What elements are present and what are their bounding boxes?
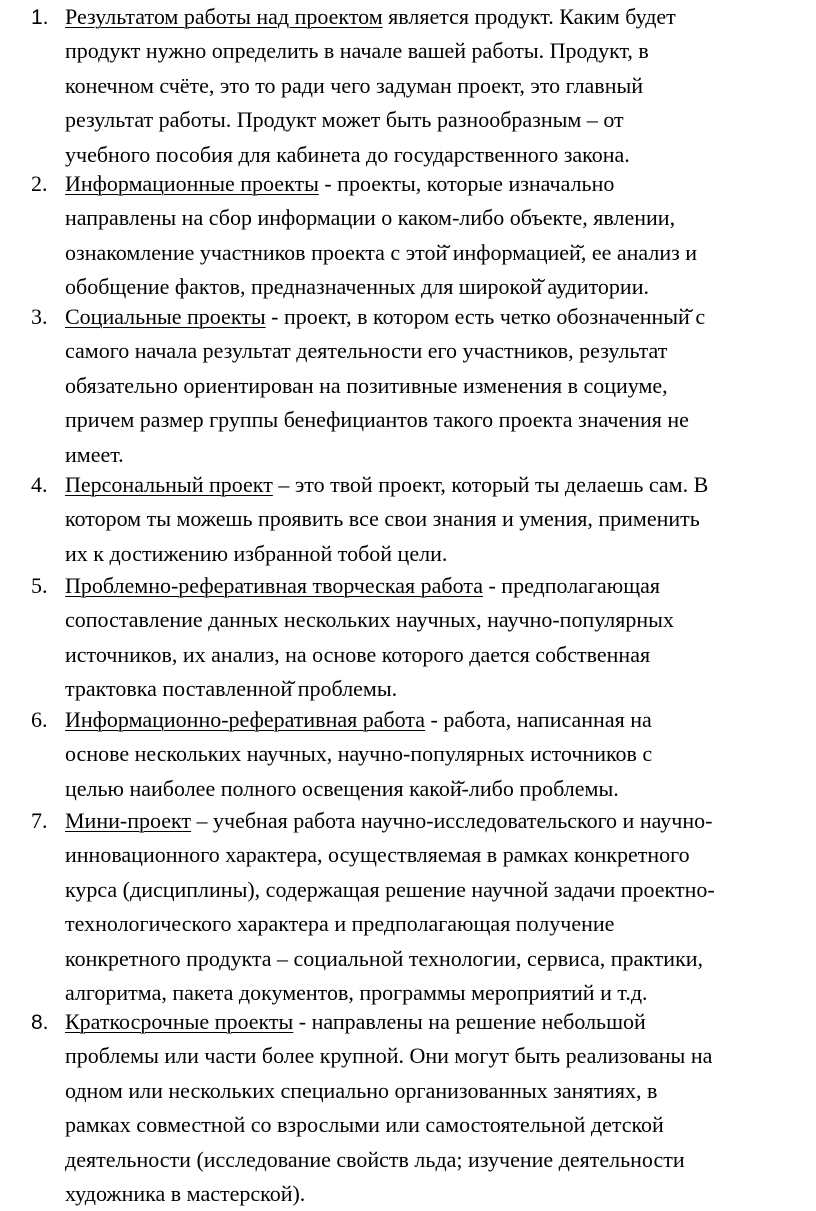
text-line: [65, 468, 816, 502]
text-line: проблемы или части более крупной. Они могут быть реализованы на: [65, 1043, 713, 1069]
item-term: Персональный проект: [65, 472, 273, 497]
text-line: курса (дисциплины), содержащая решение научной задачи проектно-: [65, 876, 715, 902]
item-term: Социальные проекты: [65, 304, 266, 329]
text-line: технологического характера и предполагающая получение: [65, 911, 615, 937]
item-number: 2.: [31, 171, 48, 196]
text-line: рамках совместной со взрослыми или самостоятельной детской: [65, 1112, 664, 1138]
text-line: алгоритма, пакета документов, программы мероприятий и т.д.: [65, 980, 648, 1006]
text-line: [65, 0, 816, 34]
item-text: [65, 804, 816, 1010]
text-line: обязательно ориентирован на позитивные изменения в социуме,: [65, 372, 668, 398]
text-line: [65, 703, 816, 737]
text-line: продукт нужно определить в начале вашей работы. Продукт, в: [65, 38, 649, 64]
item-number: 6.: [31, 707, 48, 732]
text-line: инновационного характера, осуществляемая в рамках конкретного: [65, 842, 690, 868]
item-text-segment: - предполагающая: [482, 573, 661, 598]
text-line: направлены на сбор информации о каком-либо объекте, явлении,: [65, 205, 676, 231]
item-text-segment: – это твой проект, который ты делаешь сам. В: [272, 472, 709, 497]
item-text-segment: – учебная работа научно-исследовательского и научно-: [191, 808, 713, 833]
text-line: имеет.: [65, 441, 124, 467]
item-number: 7.: [31, 808, 48, 833]
text-line: конкретного продукта – социальной технологии, сервиса, практики,: [65, 945, 704, 971]
item-term: Проблемно-реферативная творческая работа: [65, 573, 483, 598]
text-line: [65, 804, 816, 838]
item-number: 1.: [31, 6, 49, 29]
item-text-segment: - проект, в котором есть четко обозначенный̆ с: [265, 304, 706, 329]
item-text: [65, 703, 816, 806]
item-text: [65, 468, 816, 571]
text-line: одном или нескольких специально организованных занятиях, в: [65, 1077, 658, 1103]
text-line: [65, 569, 816, 603]
text-line: художника в мастерской).: [65, 1181, 306, 1207]
text-line: котором ты можешь проявить все свои знания и умения, применить: [65, 506, 700, 532]
item-text: [65, 569, 816, 707]
text-line: конечном счёте, это то ради чего задуман проект, это главный: [65, 72, 644, 98]
item-text-segment: является продукт. Каким будет: [382, 4, 676, 29]
text-line: причем размер группы бенефициантов такого проекта значения не: [65, 407, 689, 433]
item-term: Результатом работы над проектом: [65, 4, 383, 29]
text-line: целью наиболее полного освещения какой̆-либо проблемы.: [65, 775, 619, 801]
item-text: [65, 0, 816, 172]
item-text: [65, 167, 816, 305]
item-number: 3.: [31, 304, 48, 329]
text-line: основе нескольких научных, научно-популярных источников с: [65, 741, 653, 767]
item-text-segment: - направлены на решение небольшой: [293, 1009, 646, 1034]
item-text: [65, 1005, 816, 1211]
text-line: [65, 1005, 816, 1039]
text-line: источников, их анализ, на основе которого дается собственная: [65, 641, 651, 667]
item-number: 5.: [31, 573, 48, 598]
text-line: деятельности (исследование свойств льда; изучение деятельности: [65, 1146, 685, 1172]
text-line: [65, 300, 816, 334]
item-term: Краткосрочные проекты: [65, 1009, 294, 1034]
text-line: сопоставление данных нескольких научных, научно-популярных: [65, 607, 674, 633]
item-number: 4.: [31, 472, 48, 497]
item-number: 8.: [31, 1011, 49, 1034]
item-text: [65, 300, 816, 472]
item-text-segment: - проекты, которые изначально: [318, 171, 615, 196]
text-line: результат работы. Продукт может быть разнообразным – от: [65, 107, 624, 133]
text-line: трактовка поставленной̆ проблемы.: [65, 676, 398, 702]
item-term: Мини-проект: [65, 808, 192, 833]
text-line: ознакомление участников проекта с этой̆ информацией̆, ее анализ и: [65, 239, 698, 265]
text-line: их к достижению избранной тобой цели.: [65, 540, 448, 566]
text-line: [65, 167, 816, 201]
item-term: Информационно-реферативная работа: [65, 707, 426, 732]
item-term: Информационные проекты: [65, 171, 319, 196]
text-line: самого начала результат деятельности его участников, результат: [65, 338, 668, 364]
text-line: обобщение фактов, предназначенных для широкой̆ аудитории.: [65, 274, 649, 300]
text-line: учебного пособия для кабинета до государственного закона.: [65, 141, 630, 167]
item-text-segment: - работа, написанная на: [425, 707, 652, 732]
